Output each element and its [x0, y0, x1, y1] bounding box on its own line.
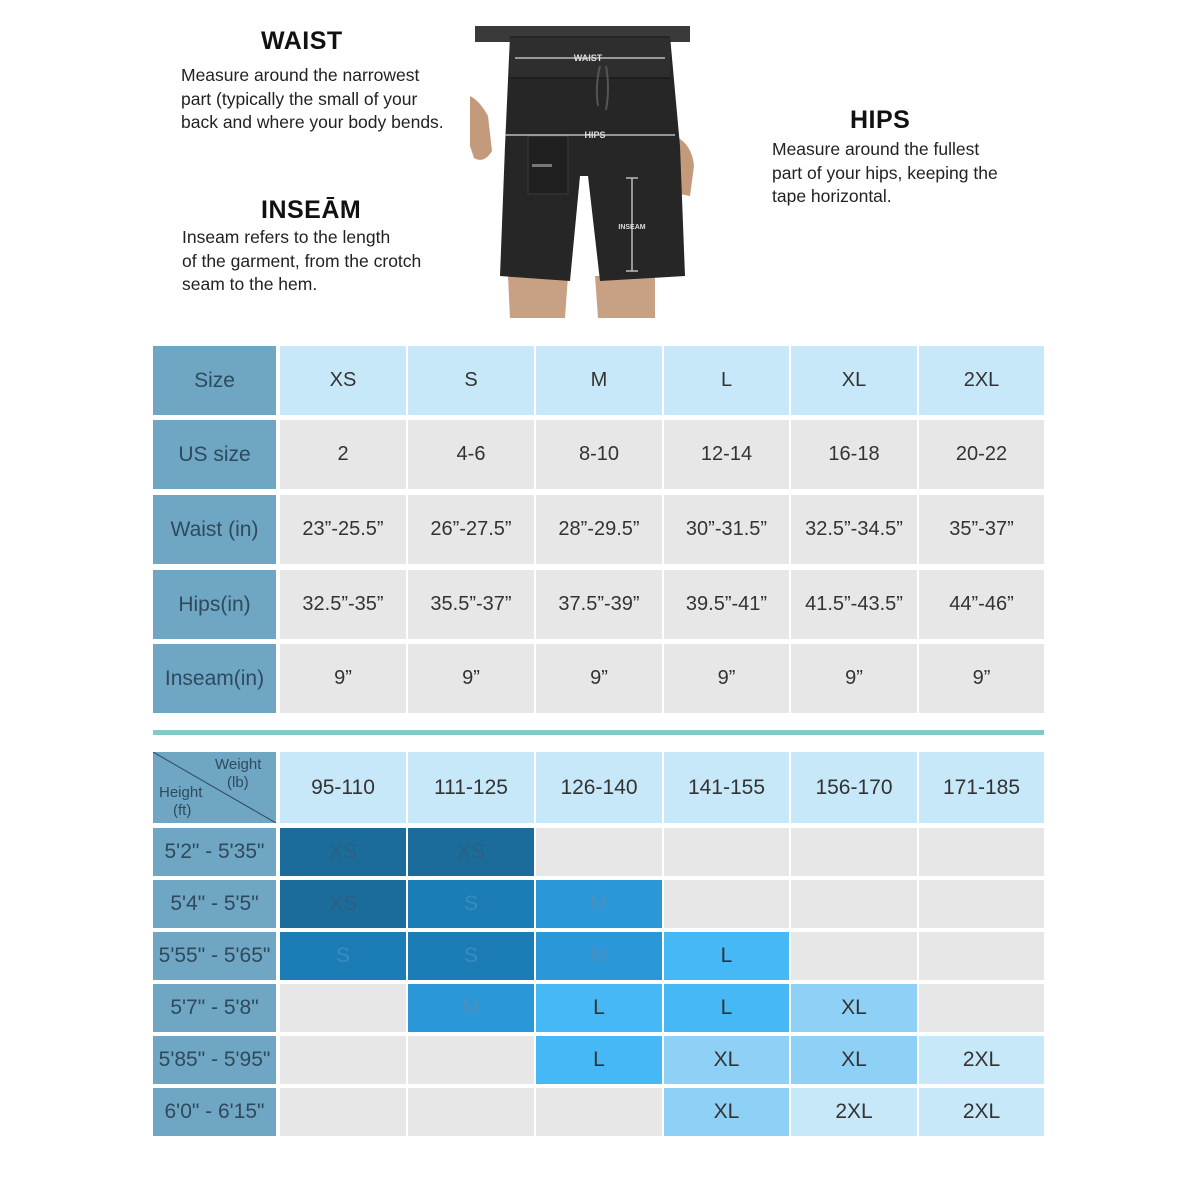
size-table-cell: 9” [919, 644, 1044, 713]
fit-chart-size-cell: XL [664, 1036, 789, 1084]
waist-heading: WAIST [261, 27, 343, 55]
size-table-cell: 41.5”-43.5” [791, 570, 917, 639]
fit-chart-height-label: 5'85" - 5'95" [153, 1036, 276, 1084]
fit-chart-size-cell: M [536, 932, 662, 980]
inseam-description: Inseam refers to the length of the garment, from the crotch seam to the hem. [182, 227, 422, 294]
fit-chart-height-label: 5'7" - 5'8" [153, 984, 276, 1032]
fit-chart-size-cell [280, 984, 406, 1032]
fit-chart-weight-header: 156-170 [791, 752, 917, 823]
fit-chart-size-cell: S [280, 932, 406, 980]
fit-chart-size-cell: S [408, 932, 534, 980]
fit-chart-size-cell [280, 1036, 406, 1084]
fit-chart-size-cell [536, 1088, 662, 1136]
size-table-row-label: US size [153, 420, 276, 489]
fit-chart-size-cell [664, 828, 789, 876]
fit-chart-size-cell: 2XL [791, 1088, 917, 1136]
photo-hips-label: HIPS [584, 130, 606, 140]
size-table-cell: 9” [664, 644, 789, 713]
fit-chart-size-cell: XL [791, 1036, 917, 1084]
hips-description: Measure around the fullest part of your hips, keeping the tape horizontal. [772, 139, 998, 206]
size-table-row-label: Hips(in) [153, 570, 276, 639]
fit-chart-size-cell [791, 828, 917, 876]
fit-chart-size-cell [919, 932, 1044, 980]
size-table-cell: 16-18 [791, 420, 917, 489]
fit-chart-weight-header: 141-155 [664, 752, 789, 823]
fit-chart-size-cell [919, 984, 1044, 1032]
fit-chart-size-cell: L [664, 984, 789, 1032]
fit-chart-size-cell [664, 880, 789, 928]
size-table-cell: 9” [408, 644, 534, 713]
fit-chart-height-label: 5'2" - 5'35" [153, 828, 276, 876]
fit-chart-size-cell: L [536, 1036, 662, 1084]
size-table-cell: S [408, 346, 534, 415]
fit-chart-size-cell: L [664, 932, 789, 980]
hips-heading: HIPS [850, 106, 911, 134]
fit-chart-size-cell [791, 932, 917, 980]
size-table-row-label: Waist (in) [153, 495, 276, 564]
corner-height-unit: (ft) [173, 802, 192, 819]
size-table-cell: 32.5”-35” [280, 570, 406, 639]
fit-chart-size-cell: L [536, 984, 662, 1032]
photo-inseam-label: INSEAM [618, 224, 646, 231]
fit-chart-size-cell [536, 828, 662, 876]
fit-chart-size-cell: 2XL [919, 1088, 1044, 1136]
fit-chart-weight-header: 126-140 [536, 752, 662, 823]
photo-waist-label: WAIST [573, 53, 603, 63]
fit-chart-size-cell: 2XL [919, 1036, 1044, 1084]
size-table-cell: 28”-29.5” [536, 495, 662, 564]
corner-weight-label: Weight [215, 756, 262, 773]
shorts-model-image [470, 26, 700, 318]
size-table-cell: 9” [536, 644, 662, 713]
size-table-cell: 39.5”-41” [664, 570, 789, 639]
size-table-cell: 8-10 [536, 420, 662, 489]
fit-chart-weight-header: 111-125 [408, 752, 534, 823]
inseam-heading: INSEĀM [261, 196, 362, 224]
size-table-cell: 35.5”-37” [408, 570, 534, 639]
fit-chart-size-cell [919, 880, 1044, 928]
fit-chart-height-label: 6'0" - 6'15" [153, 1088, 276, 1136]
fit-chart-size-cell: XS [408, 828, 534, 876]
size-table-cell: 2XL [919, 346, 1044, 415]
fit-chart-size-cell [791, 880, 917, 928]
fit-chart-weight-header: 171-185 [919, 752, 1044, 823]
fit-chart-height-label: 5'55" - 5'65" [153, 932, 276, 980]
fit-chart-size-cell [919, 828, 1044, 876]
size-table-cell: XL [791, 346, 917, 415]
size-table-cell: 9” [791, 644, 917, 713]
section-divider [153, 730, 1044, 735]
size-table-cell: 37.5”-39” [536, 570, 662, 639]
size-table-cell: XS [280, 346, 406, 415]
fit-chart-size-cell [280, 1088, 406, 1136]
size-table-cell: 2 [280, 420, 406, 489]
fit-chart-size-cell: S [408, 880, 534, 928]
size-table-cell: 20-22 [919, 420, 1044, 489]
fit-chart-size-cell: M [408, 984, 534, 1032]
fit-chart-size-cell [408, 1088, 534, 1136]
size-table-cell: 35”-37” [919, 495, 1044, 564]
fit-chart-size-cell: XS [280, 828, 406, 876]
size-table-cell: 44”-46” [919, 570, 1044, 639]
fit-chart-size-cell: XL [791, 984, 917, 1032]
fit-chart-corner [153, 752, 276, 823]
size-table-cell: L [664, 346, 789, 415]
fit-chart-size-cell [408, 1036, 534, 1084]
fit-chart-weight-header: 95-110 [280, 752, 406, 823]
fit-chart-height-label: 5'4" - 5'5" [153, 880, 276, 928]
size-table-row-label: Size [153, 346, 276, 415]
corner-weight-unit: (lb) [227, 774, 249, 791]
waist-description: Measure around the narrowest part (typically the small of your back and where your body bends. [181, 65, 444, 132]
size-table-cell: M [536, 346, 662, 415]
size-table-cell: 30”-31.5” [664, 495, 789, 564]
size-table-cell: 12-14 [664, 420, 789, 489]
size-table-cell: 9” [280, 644, 406, 713]
fit-chart-size-cell: XS [280, 880, 406, 928]
size-table-row-label: Inseam(in) [153, 644, 276, 713]
size-table-cell: 4-6 [408, 420, 534, 489]
fit-chart-size-cell: XL [664, 1088, 789, 1136]
size-table-cell: 32.5”-34.5” [791, 495, 917, 564]
size-table-cell: 23”-25.5” [280, 495, 406, 564]
corner-height-label: Height [159, 784, 203, 801]
size-table-cell: 26”-27.5” [408, 495, 534, 564]
fit-chart-size-cell: M [536, 880, 662, 928]
